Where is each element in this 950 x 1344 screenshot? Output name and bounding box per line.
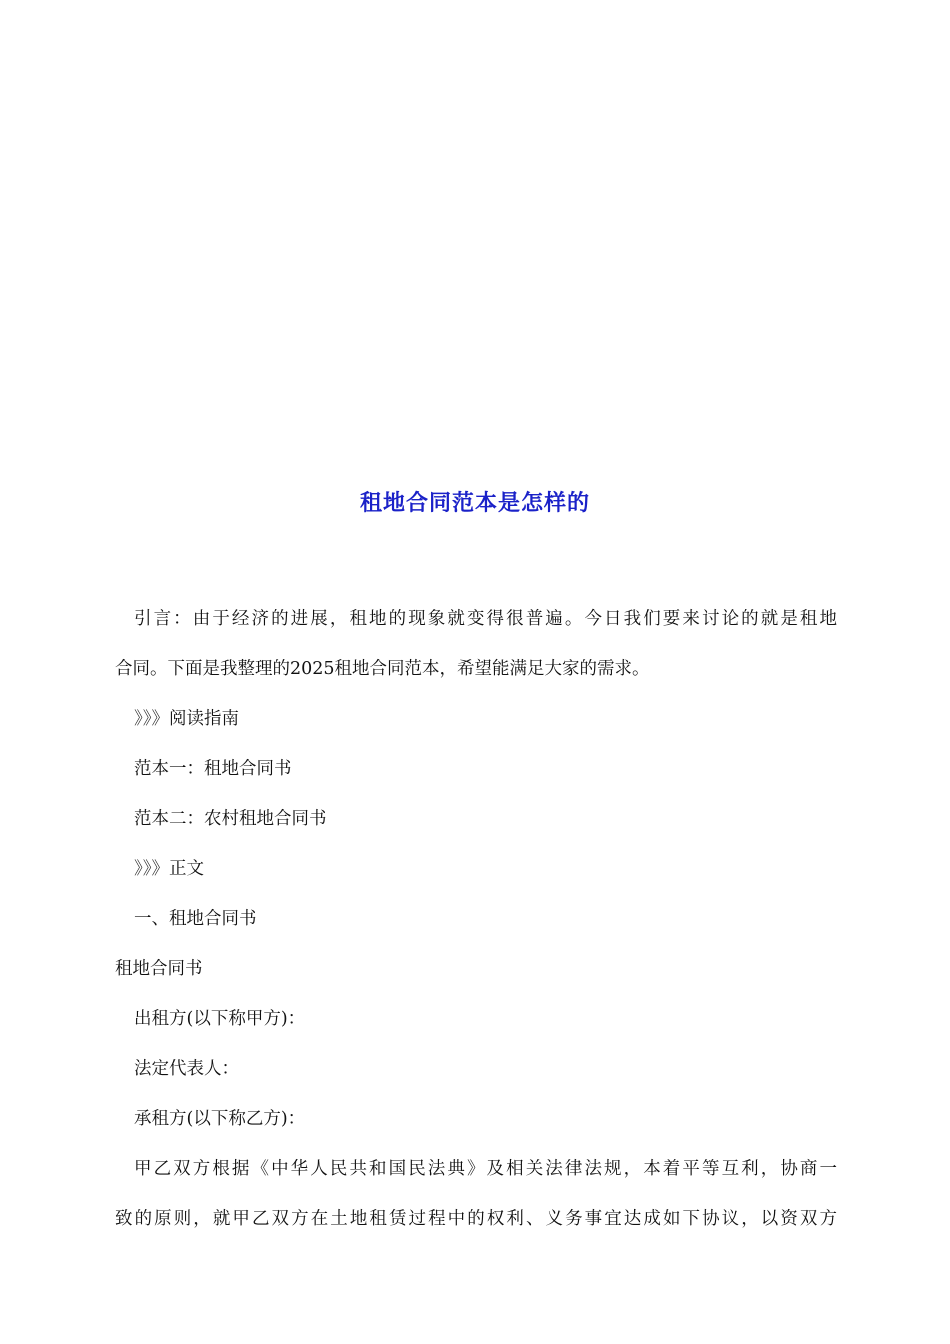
party-b-field: 承租方(以下称乙方)： [134,1109,306,1129]
party-a-field: 出租方(以下称甲方)： [134,1009,306,1029]
contract-title: 租地合同书 [115,959,203,979]
agreement-line-1: 甲乙双方根据《中华人民共和国民法典》及相关法律法规，本着平等互利，协商一 [134,1159,837,1179]
legal-rep-field: 法定代表人： [134,1059,239,1079]
intro-line-1: 引言：由于经济的进展，租地的现象就变得很普遍。今日我们要来讨论的就是租地 [134,609,837,629]
reading-guide-heading: 》》》阅读指南 [134,709,239,729]
section-heading-1: 一、租地合同书 [134,909,257,929]
intro-line-2: 合同。下面是我整理的2025租地合同范本，希望能满足大家的需求。 [115,659,650,679]
guide-item-2: 范本二：农村租地合同书 [134,809,327,829]
guide-item-1: 范本一：租地合同书 [134,759,292,779]
document-title: 租地合同范本是怎样的 [359,490,590,516]
body-heading: 》》》正文 [134,859,204,879]
agreement-line-2: 致的原则，就甲乙双方在土地租赁过程中的权利、义务事宜达成如下协议，以资双方 [115,1209,837,1229]
